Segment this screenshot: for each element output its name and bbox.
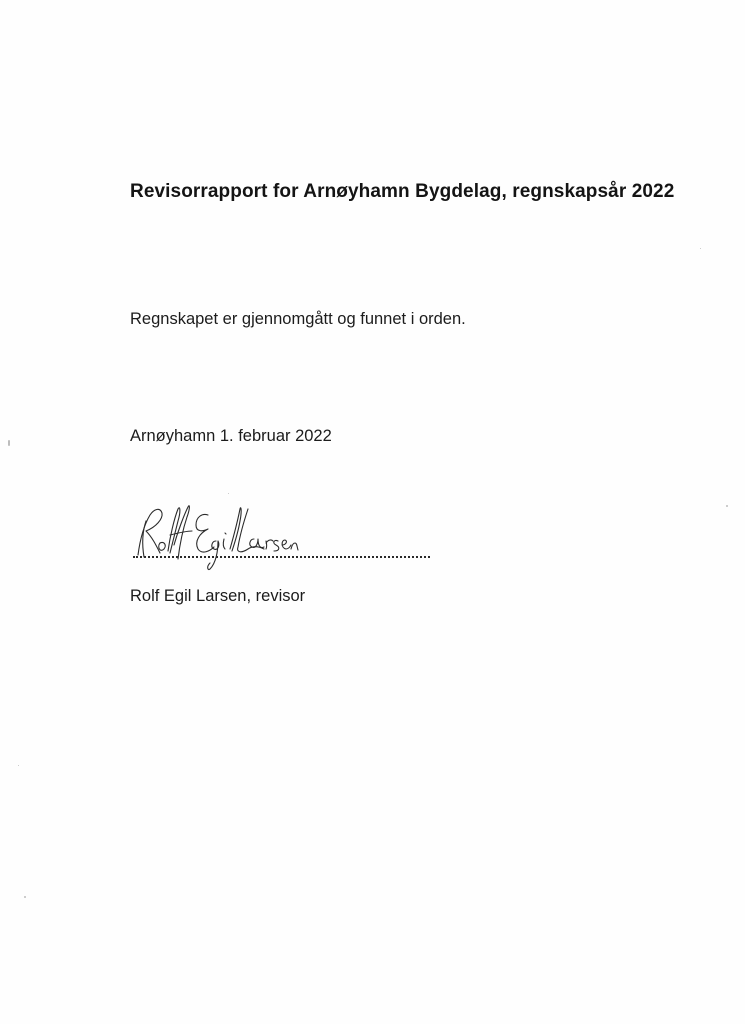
audit-statement: Regnskapet er gjennomgått og funnet i orden.	[130, 310, 466, 328]
scan-speck	[18, 765, 19, 766]
scan-speck	[726, 505, 728, 507]
signature-line	[133, 556, 430, 558]
handwritten-signature	[130, 495, 300, 575]
signature-block	[130, 495, 440, 575]
scan-speck	[228, 493, 229, 494]
place-and-date: Arnøyhamn 1. februar 2022	[130, 427, 332, 445]
report-title: Revisorrapport for Arnøyhamn Bygdelag, regnskapsår 2022	[130, 181, 675, 202]
scan-speck	[700, 248, 701, 249]
scan-speck	[24, 896, 26, 898]
scan-speck	[8, 440, 10, 446]
signer-name: Rolf Egil Larsen, revisor	[130, 587, 306, 605]
